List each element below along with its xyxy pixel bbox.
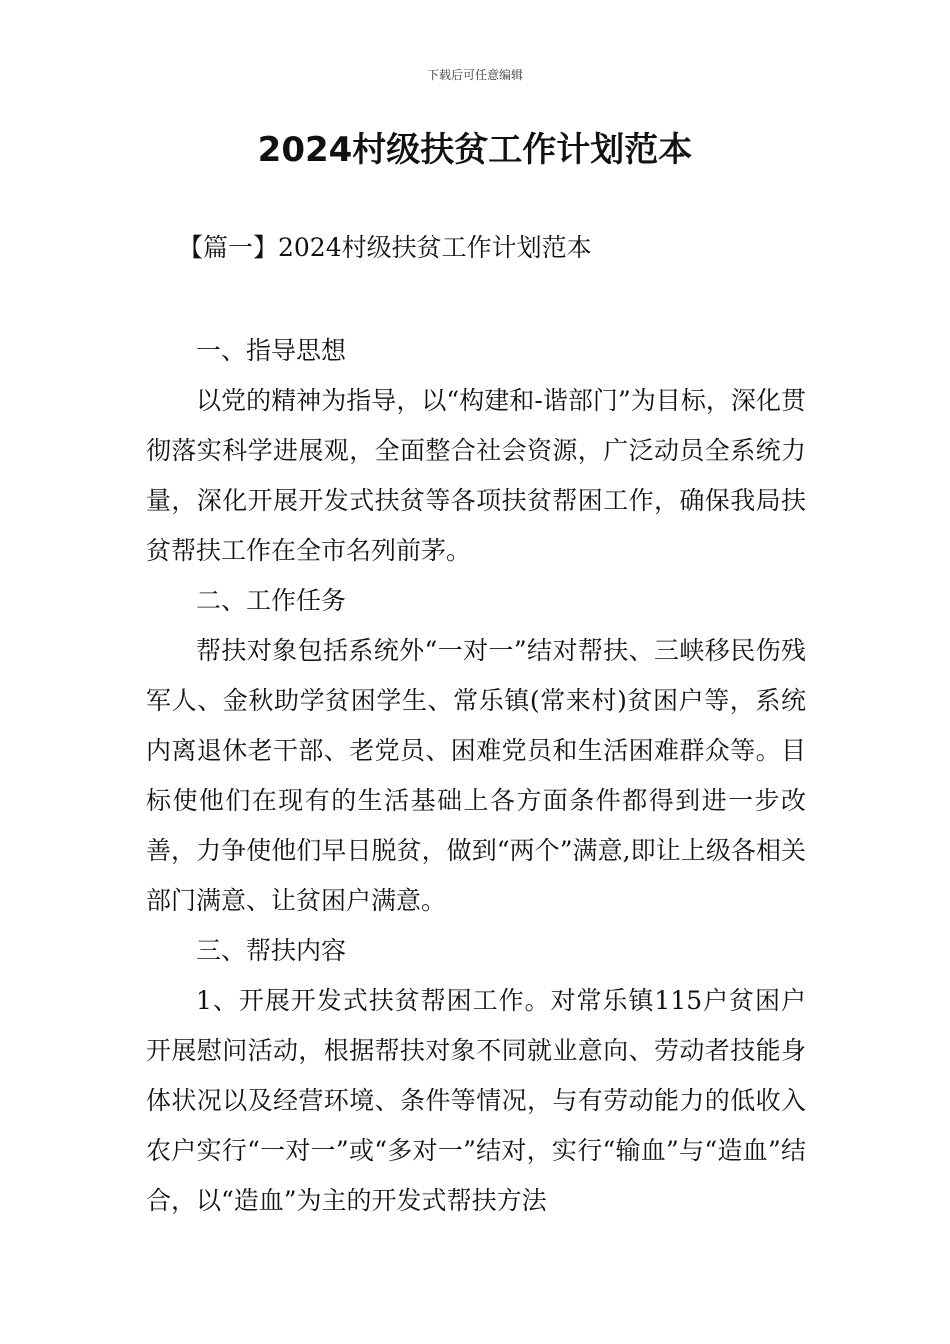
document-title: 2024村级扶贫工作计划范本 <box>257 130 693 170</box>
document-body <box>146 326 806 1226</box>
paragraph-work-tasks: 帮扶对象包括系统外“一对一”结对帮扶、三峡移民伤残军人、金秋助学贫困学生、常乐镇(常来村)贫困户等，系统内离退休老干部、老党员、困难党员和生活困难群众等。目标使他们在现有的生活基础上各方面条件都得到进一步改善，力争使他们早日脱贫，做到“两个”满意,即让上级各相关部门满意、让贫困户满意。 <box>146 636 806 915</box>
section-heading-assistance-content: 三、帮扶内容 <box>196 936 347 965</box>
paragraph-guiding-ideology: 以党的精神为指导，以“构建和-谐部门”为目标，深化贯彻落实科学进展观，全面整合社会资源，广泛动员全系统力量，深化开展开发式扶贫等各项扶贫帮困工作，确保我局扶贫帮扶工作在全市名列前茅。 <box>146 386 806 565</box>
section-heading-guiding-ideology: 一、指导思想 <box>196 336 347 365</box>
chapter-heading: 【篇一】2024村级扶贫工作计划范本 <box>178 233 592 262</box>
section-heading-work-tasks: 二、工作任务 <box>196 586 347 615</box>
header-note: 下载后可任意编辑 <box>426 68 523 82</box>
paragraph-assistance-content: 1、开展开发式扶贫帮困工作。对常乐镇115户贫困户开展慰问活动，根据帮扶对象不同就业意向、劳动者技能身体状况以及经营环境、条件等情况，与有劳动能力的低收入农户实行“一对一”或“多对一”结对，实行“输血”与“造血”结合，以“造血”为主的开发式帮扶方法 <box>146 986 806 1215</box>
